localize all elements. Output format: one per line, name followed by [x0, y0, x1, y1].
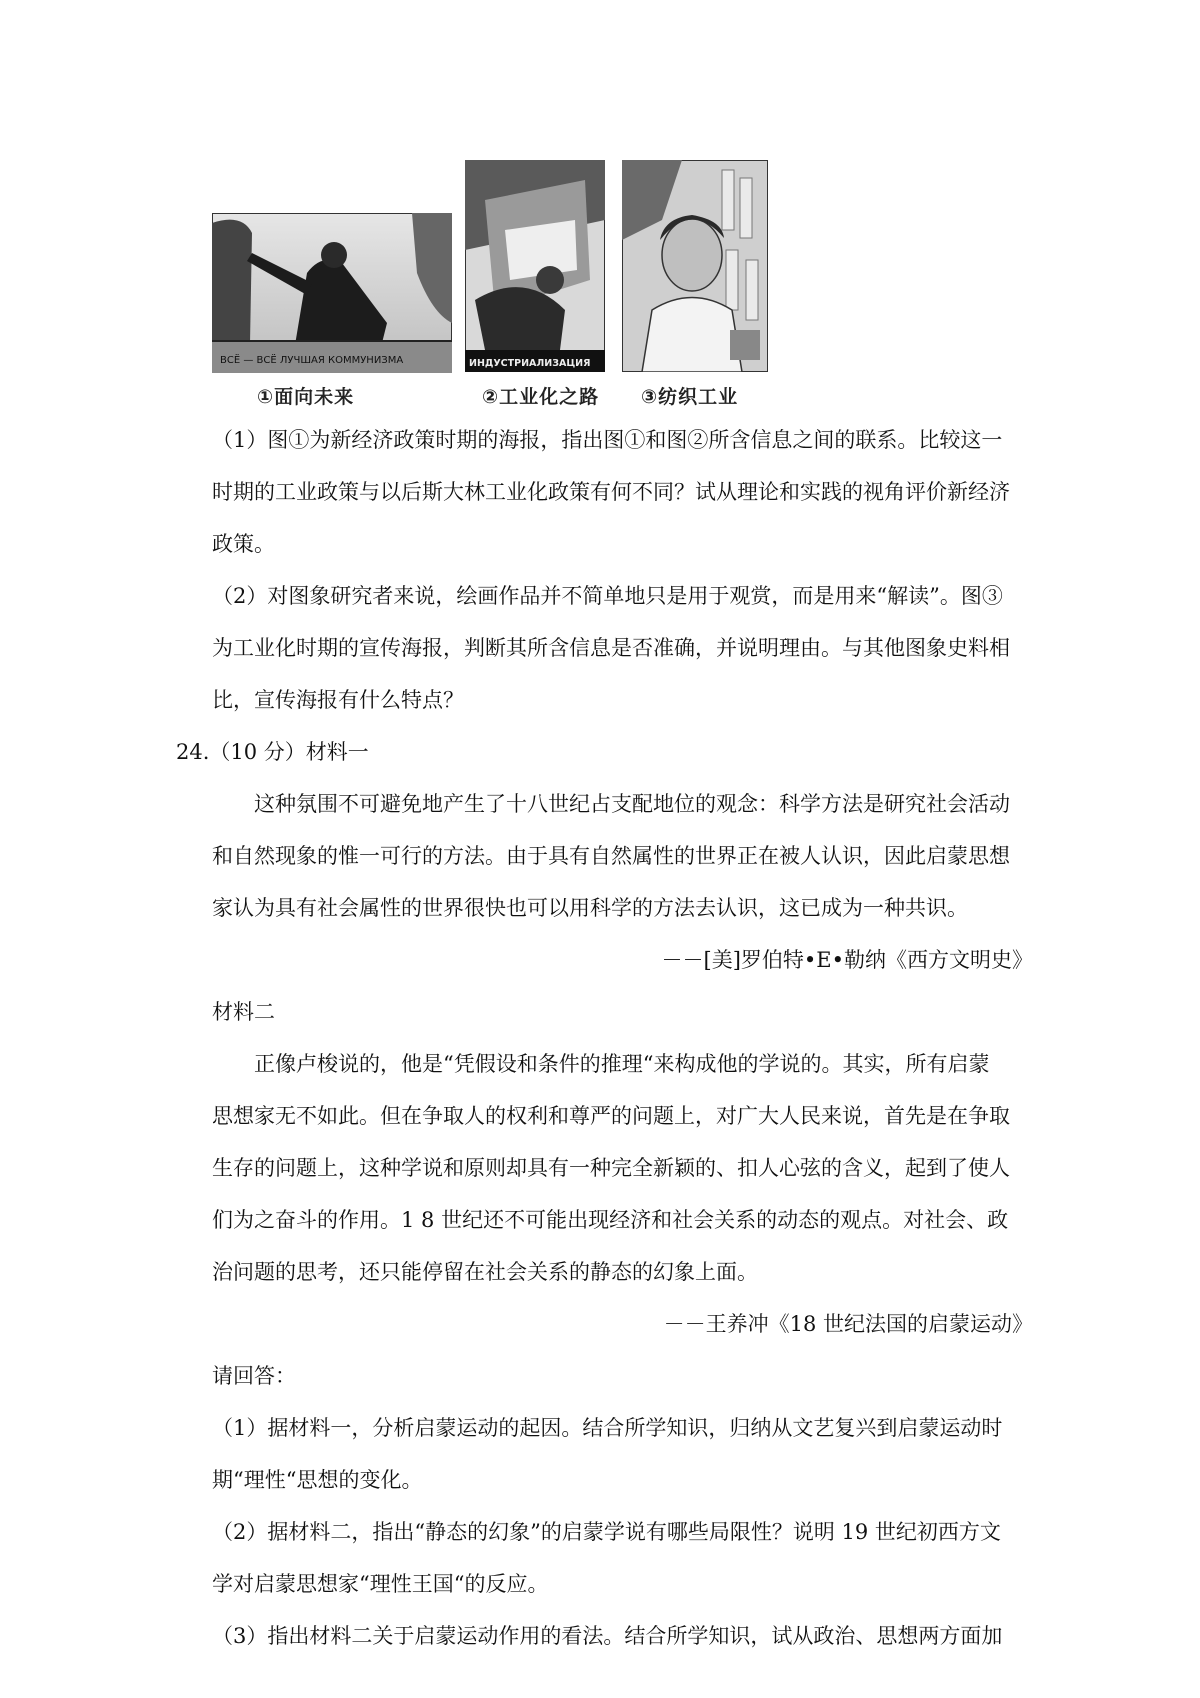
- q24-part1-line-2: 期“理性“思想的变化。: [212, 1468, 423, 1492]
- material1-line-3: 家认为具有社会属性的世界很快也可以用科学的方法去认识，这已成为一种共识。: [212, 896, 968, 920]
- q23-part2-line-2: 为工业化时期的宣传海报，判断其所含信息是否准确，并说明理由。与其他图象史料相: [212, 636, 1010, 660]
- material1-line-1: 这种氛围不可避免地产生了十八世纪占支配地位的观念：科学方法是研究社会活动: [254, 792, 1010, 816]
- poster-1-banner-text: ВСЁ — ВСЁ ЛУЧШАЯ КОММУНИЗМА: [220, 355, 404, 366]
- answer-prompt: 请回答：: [212, 1364, 296, 1388]
- material2-line-4: 们为之奋斗的作用。1 8 世纪还不可能出现经济和社会关系的动态的观点。对社会、政: [212, 1208, 1009, 1232]
- material1-line-2: 和自然现象的惟一可行的方法。由于具有自然属性的世界正在被人认识，因此启蒙思想: [212, 844, 1010, 868]
- q24-part1-line-1: （1）据材料一，分析启蒙运动的起因。结合所学知识，归纳从文艺复兴到启蒙运动时: [212, 1416, 1003, 1440]
- material2-source: －－王养冲《18 世纪法国的启蒙运动》: [663, 1312, 1033, 1336]
- material2-label: 材料二: [212, 1000, 275, 1024]
- poster-figures: [0, 0, 1200, 410]
- material2-line-1: 正像卢梭说的，他是“凭假设和条件的推理“来构成他的学说的。其实，所有启蒙: [254, 1052, 990, 1076]
- q23-part1-line-1: （1）图①为新经济政策时期的海报，指出图①和图②所含信息之间的联系。比较这一: [212, 428, 1003, 452]
- caption-poster-1: ①面向未来: [257, 386, 355, 408]
- q23-part2-line-3: 比，宣传海报有什么特点？: [212, 688, 464, 712]
- material2-line-3: 生存的问题上，这种学说和原则却具有一种完全新颖的、扣人心弦的含义，起到了使人: [212, 1156, 1010, 1180]
- q24-part2-line-2: 学对启蒙思想家“理性王国“的反应。: [212, 1572, 549, 1596]
- poster-2-image: [465, 160, 605, 372]
- q23-part2-line-1: （2）对图象研究者来说，绘画作品并不简单地只是用于观赏，而是用来“解读”。图③: [212, 584, 1003, 608]
- q23-part1-line-2: 时期的工业政策与以后斯大林工业化政策有何不同？试从理论和实践的视角评价新经济: [212, 480, 1010, 504]
- caption-poster-2: ②工业化之路: [482, 386, 600, 408]
- material2-line-2: 思想家无不如此。但在争取人的权利和尊严的问题上，对广大人民来说，首先是在争取: [212, 1104, 1010, 1128]
- material2-line-5: 治问题的思考，还只能停留在社会关系的静态的幻象上面。: [212, 1260, 758, 1284]
- q24-header: 24.（10 分）材料一: [176, 740, 369, 764]
- q24-part3-line-1: （3）指出材料二关于启蒙运动作用的看法。结合所学知识，试从政治、思想两方面加: [212, 1624, 1003, 1648]
- poster-1-image: [212, 213, 452, 373]
- poster-3-image: [622, 160, 768, 372]
- material1-source: －－[美]罗伯特•E•勒纳《西方文明史》: [661, 948, 1033, 972]
- q24-part2-line-1: （2）据材料二，指出“静态的幻象”的启蒙学说有哪些局限性？说明 19 世纪初西方文: [212, 1520, 1001, 1544]
- q23-part1-line-3: 政策。: [212, 532, 275, 556]
- caption-poster-3: ③纺织工业: [641, 386, 739, 408]
- poster-2-banner-text: ИНДУСТРИАЛИЗАЦИЯ: [469, 358, 591, 369]
